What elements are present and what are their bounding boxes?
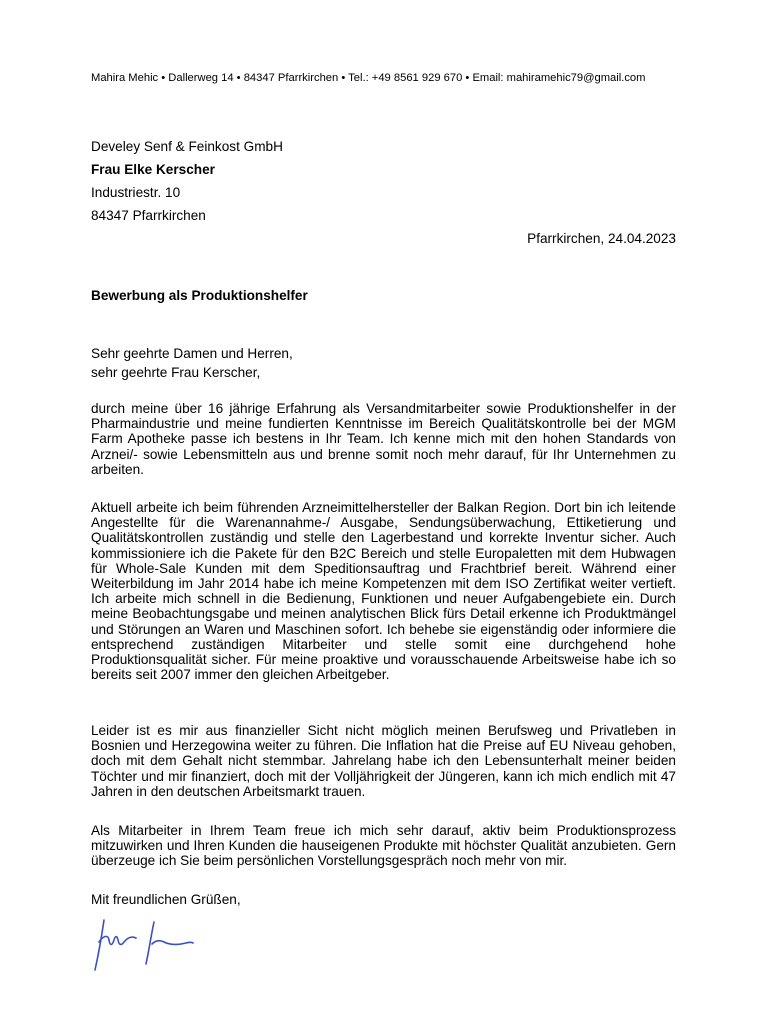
- signature-stroke: [95, 920, 136, 970]
- recipient-company: Develey Senf & Feinkost GmbH: [91, 139, 283, 154]
- recipient-city: 84347 Pfarrkirchen: [91, 208, 206, 223]
- salutation-personal: sehr geehrte Frau Kerscher,: [91, 365, 261, 380]
- sender-address-line: Mahira Mehic • Dallerweg 14 • 84347 Pfarrkirchen • Tel.: +49 8561 929 670 • Email: mahiramehic79@gmail.com: [91, 72, 646, 84]
- body-paragraph-intro: durch meine über 16 jährige Erfahrung als Versandmitarbeiter sowie Produktionshelfer in der Pharmaindustrie und meine fundierten Kenntnisse im Bereich Qualitätskontrolle bei der MGM Farm Apotheke passe ich bestens in Ihr Team. Ich kenne mich mit den hohen Standards von Arznei/- sowie Lebensmitteln aus und brenne somit noch mehr darauf, für Ihr Unternehmen zu arbeiten.: [91, 401, 676, 477]
- recipient-street: Industriestr. 10: [91, 185, 181, 200]
- signature-image: [88, 912, 200, 978]
- letter-date: Pfarrkirchen, 24.04.2023: [527, 231, 676, 246]
- recipient-contact: Frau Elke Kerscher: [91, 162, 215, 177]
- closing-phrase: Mit freundlichen Grüßen,: [91, 892, 241, 907]
- signature-stroke: [146, 922, 193, 964]
- body-paragraph-closing: Als Mitarbeiter in Ihrem Team freue ich mich sehr darauf, aktiv beim Produktionsprozess mitzuwirken und Ihren Kunden die hauseigenen Produkte mit höchster Qualität anzubieten. Gern überzeuge ich Sie beim persönlichen Vorstellungsgespräch noch mehr von mir.: [91, 823, 676, 869]
- salutation-general: Sehr geehrte Damen und Herren,: [91, 346, 293, 361]
- body-paragraph-motivation: Leider ist es mir aus finanzieller Sicht nicht möglich meinen Berufsweg und Privatleben in Bosnien und Herzegowina weiter zu führen. Die Inflation hat die Preise auf EU Niveau gehoben, doch mit dem Gehalt nicht stemmbar. Jahrelang habe ich den Lebensunterhalt meiner beiden Töchter und mir finanziert, doch mit der Volljährigkeit der Jüngeren, kann ich mich endlich mit 47 Jahren in den deutschen Arbeitsmarkt trauen.: [91, 723, 676, 799]
- letter-subject: Bewerbung als Produktionshelfer: [91, 288, 308, 303]
- body-paragraph-experience: Aktuell arbeite ich beim führenden Arzneimittelhersteller der Balkan Region. Dort bin ich leitende Angestellte für die Warenannahme-/ Ausgabe, Sendungsüberwachung, Ettiketierung und Qualitätskontrollen zuständig und stelle den Lagerbestand und korrekte Inventur sicher. Auch kommissioniere ich die Pakete für den B2C Bereich und stelle Europaletten mit dem Hubwagen für Whole-Sale Kunden mit dem Speditionsauftrag und Frachtbrief bereit. Während einer Weiterbildung im Jahr 2014 habe ich meine Kompetenzen mit dem ISO Zertifikat weiter vertieft. Ich arbeite mich schnell in die Bedienung, Funktionen und neuer Aufgabengebiete ein. Durch meine Beobachtungsgabe und meinen analytischen Blick fürs Detail erkenne ich Produktmängel und Störungen an Waren und Maschinen sofort. Ich behebe sie eigenständig oder informiere die entsprechend zuständigen Mitarbeiter und stelle somit eine durchgehend hohe Produktionsqualität sicher. Für meine proaktive und vorausschauende Arbeitsweise habe ich so bereits seit 2007 immer den gleichen Arbeitgeber.: [91, 500, 676, 683]
